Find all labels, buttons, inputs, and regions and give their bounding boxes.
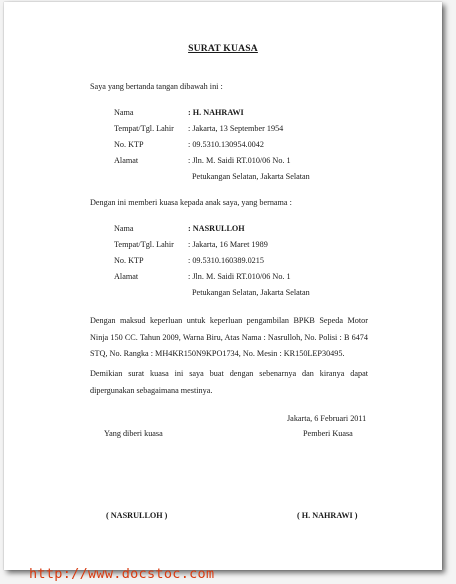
place-date: Jakarta, 6 Februari 2011 xyxy=(287,414,367,423)
grantor-address-line1: : Jln. M. Saidi RT.010/06 No. 1 xyxy=(188,156,291,165)
giver-signature: ( H. NAHRAWI ) xyxy=(297,511,358,520)
grantee-birth-value: : Jakarta, 16 Maret 1989 xyxy=(188,240,268,249)
grant-statement: Dengan ini memberi kuasa kepada anak saya, yang bernama : xyxy=(90,198,292,207)
grantor-ktp-value: : 09.5310.130954.0042 xyxy=(188,140,264,149)
grantee-birth-label: Tempat/Tgl. Lahir xyxy=(114,240,174,249)
receiver-label: Yang diberi kuasa xyxy=(104,429,163,438)
grantor-birth-value: : Jakarta, 13 September 1954 xyxy=(188,124,284,133)
grantor-address-line2: Petukangan Selatan, Jakarta Selatan xyxy=(192,172,310,181)
document-title: SURAT KUASA xyxy=(188,43,258,54)
grantee-address-line2: Petukangan Selatan, Jakarta Selatan xyxy=(192,288,310,297)
grantee-ktp-label: No. KTP xyxy=(114,256,144,265)
grantee-address-label: Alamat xyxy=(114,272,139,281)
grantee-name-value: : NASRULLOH xyxy=(188,224,245,233)
receiver-signature: ( NASRULLOH ) xyxy=(106,511,168,520)
grantor-ktp-label: No. KTP xyxy=(114,140,144,149)
grantor-address-label: Alamat xyxy=(114,156,139,165)
document-page xyxy=(4,2,442,570)
grantor-name-value: : H. NAHRAWI xyxy=(188,108,244,117)
letter-content xyxy=(4,2,442,570)
source-url-link[interactable]: http://www.docstoc.com xyxy=(29,566,215,582)
grantee-name-label: Nama xyxy=(114,224,134,233)
grantee-ktp-value: : 09.5310.160389.0215 xyxy=(188,256,264,265)
intro-text: Saya yang bertanda tangan dibawah ini : xyxy=(90,82,223,91)
grantor-birth-label: Tempat/Tgl. Lahir xyxy=(114,124,174,133)
giver-label: Pemberi Kuasa xyxy=(303,429,353,438)
grantor-name-label: Nama xyxy=(114,108,134,117)
purpose-paragraph: Dengan maksud keperluan untuk keperluan pengambilan BPKB Sepeda Motor Ninja 150 CC. Tahun 2009, Warna Biru, Atas Nama : Nasrulloh, No. Polisi : B 6474 STQ, No. Rangka : MH4KR150N9KPO1734, No. Mesin : KR150LEP30495. xyxy=(90,316,368,358)
closing-paragraph: Demikian surat kuasa ini saya buat dengan sebenarnya dan kiranya dapat dipergunakan sebagaimana mestinya. xyxy=(90,369,368,395)
grantee-address-line1: : Jln. M. Saidi RT.010/06 No. 1 xyxy=(188,272,291,281)
